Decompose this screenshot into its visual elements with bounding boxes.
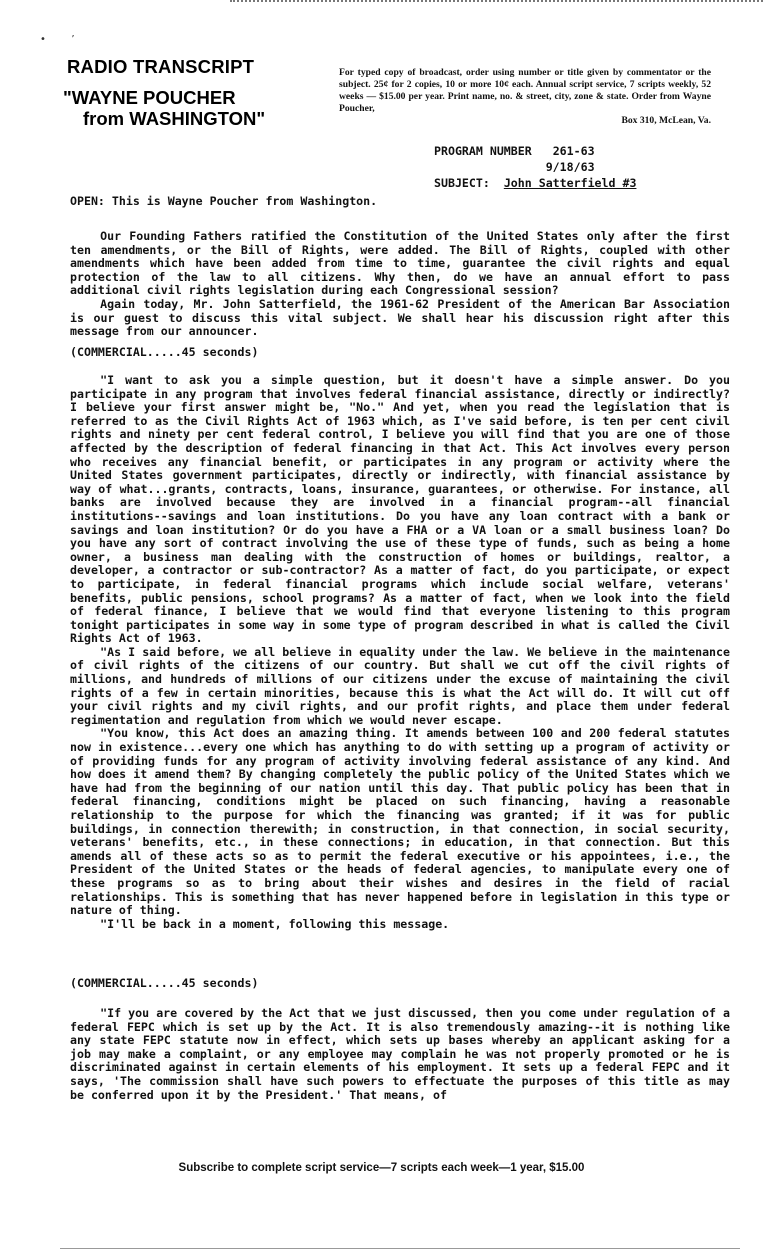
program-date: 9/18/63: [545, 160, 595, 174]
masthead-title: RADIO TRANSCRIPT: [67, 56, 255, 77]
masthead-name: "WAYNE POUCHER: [63, 87, 236, 108]
top-perforation: [230, 0, 763, 8]
program-number: 261-63: [552, 144, 595, 158]
segment-1: [70, 374, 730, 931]
commercial-break-1: [70, 346, 730, 360]
paragraph: "If you are covered by the Act that we just discussed, then you come under regulation of a federal FEPC which is set up by the Act. It is also tremendously amazing--it is nothing like any state FEPC statute now in effect, which sets up bases whereby an applicant asking for a job may make a complaint, or any employee may complain he was not properly promoted or he is discriminated against in certain elements of his employment. It sets up a federal FEPC and it says, 'The commission shall have such powers to effectuate the purposes of this title as may be conferred upon it by the President.' That means, of: [70, 1006, 730, 1102]
order-info-text: For typed copy of broadcast, order using number or title given by commentator or the subject. 25¢ for 2 copies, 10 or more 10¢ each. Annual script service, 7 scripts weekly, 52 weeks — $15.00 per year. Print name, no. & street, city, zone & state. Order from Wayne Poucher,: [339, 67, 711, 114]
open-line: OPEN: This is Wayne Poucher from Washington.: [70, 194, 378, 208]
program-block: [434, 143, 636, 191]
paragraph: Our Founding Fathers ratified the Constitution of the United States only after the first ten amendments, or the Bill of Rights, were added. The Bill of Rights, coupled with other amendments which have been added from time to time, guarantee the civil rights and equal protection of the law to all citizens. Why then, do we have an annual effort to pass additional civil rights legislation during each Congressional session?: [70, 229, 730, 298]
scan-specks: • ’: [40, 34, 75, 45]
bottom-rule: [60, 1248, 740, 1249]
segment-2: [70, 1007, 730, 1102]
paragraph: "As I said before, we all believe in equality under the law. We believe in the maintenance of civil rights of the citizens of our country. But shall we cut off the civil rights of millions, and hundreds of millions of our citizens under the excuse of maintaining the civil rights of a few in certain minorities, because this is what the Act will do. It will cut off your civil rights and my civil rights, and our profit rights, and place them under federal regimentation and regulation from which we would never escape.: [70, 644, 730, 727]
order-info: [339, 67, 711, 127]
intro-section: [70, 230, 730, 339]
paragraph: "I'll be back in a moment, following this message.: [100, 916, 450, 931]
paragraph: "You know, this Act does an amazing thing. It amends between 100 and 200 federal statutes now in existence...every one which has anything to do with setting up a program of activity or of providing funds for any program of activity involving federal assistance of any kind. And how does it amend them? By changing completely the public policy of the United States which we have had from the beginning of our nation until this day. That public policy has been that in federal financing, conditions might be placed on such financing, having a reasonable relationship to the purpose for which the financing was granted; if it was for public buildings, in connection therewith; in construction, in that connection, in social security, veterans' benefits, etc., in these connections; in education, in that connection. But this amends all of these acts so as to permit the federal executive or his appointees, i.e., the President of the United States or the heads of federal agencies, to manipulate every one of these programs so as to bring about their wishes and desires in the field of racial relationships. This is something that has never happened before in legislation in this type or nature of thing.: [70, 726, 730, 918]
commercial-break-2: [70, 977, 730, 991]
order-address: Box 310, McLean, Va.: [621, 115, 711, 126]
commercial-label: (COMMERCIAL.....45 seconds): [70, 976, 259, 990]
commercial-label: (COMMERCIAL.....45 seconds): [70, 345, 259, 359]
subject-value: John Satterfield #3: [503, 176, 637, 190]
masthead: [63, 56, 266, 130]
subscription-footer: Subscribe to complete script service—7 scripts each week—1 year, $15.00: [178, 1162, 585, 1174]
masthead-from: from WASHINGTON": [83, 108, 266, 129]
paragraph: Again today, Mr. John Satterfield, the 1961-62 President of the American Bar Association is our guest to discuss this vital subject. We shall hear his discussion right after this message from our announcer.: [70, 296, 730, 339]
program-number-label: PROGRAM NUMBER: [434, 144, 532, 158]
paragraph: "I want to ask you a simple question, but it doesn't have a simple answer. Do you participate in any program that involves federal financial assistance, directly or indirectly? I believe your first answer might be, "No." And yet, when you read the legislation that is referred to as the Civil Rights Act of 1963 which, as I've said before, is ten per cent civil rights and ninety per cent federal control, I believe you will find that you are one of those affected by the description of federal financing in that Act. This Act involves every person who receives any financial benefit, or participates in any program or activity where the United States government participates, directly or indirectly, with financial assistance by way of what...grants, contracts, loans, insurance, guarantees, or otherwise. For instance, all banks are involved because they are involved in a financial program--all financial institutions--savings and loan institutions. Do you have any loan contract with a bank or savings and loan institution? Or do you have a FHA or a VA loan or a small business loan? Do you have any sort of contract involving the use of these type of funds, such as being a home owner, a business man dealing with the construction of homes or buildings, realtor, a developer, a contractor or sub-contractor? As a matter of fact, do you participate, or expect to participate, in federal financial programs which include social welfare, veterans' benefits, public pensions, school programs? As a matter of fact, when we look into the field of federal finance, I believe that we would find that everyone listening to this program tonight participates in some way in some type of program described in what is called the Civil Rights Act of 1963.: [70, 373, 730, 646]
subject-label: SUBJECT:: [434, 176, 490, 190]
open-line-block: [70, 195, 730, 209]
